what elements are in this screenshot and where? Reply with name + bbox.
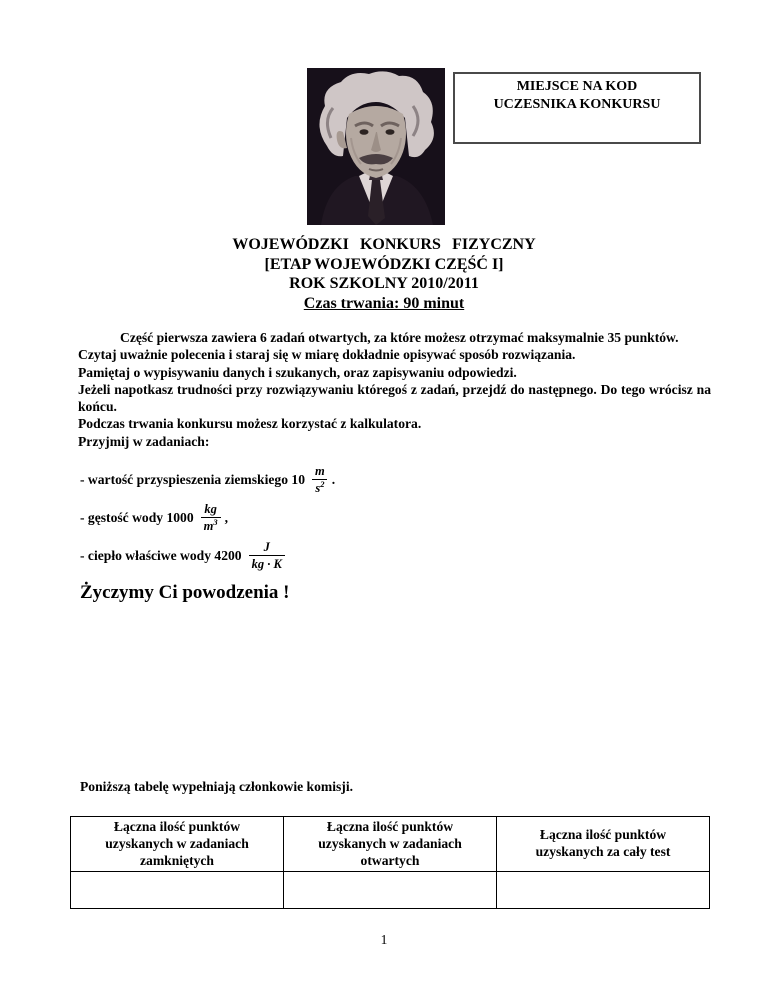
header-open-tasks-points: Łączna ilość punktów uzyskanych w zadaniach otwartych xyxy=(284,817,497,872)
title-line-stage: [ETAP WOJEWÓDZKI CZĘŚĆ I] xyxy=(264,255,504,273)
assumptions-list xyxy=(80,461,335,575)
einstein-portrait-photo xyxy=(307,68,445,225)
instruction-paragraph: Czytaj uważnie polecenia i staraj się w miarę dokładnie opisywać sposób rozwiązania. xyxy=(78,347,576,363)
instruction-paragraph: Część pierwsza zawiera 6 zadań otwartych, za które możesz otrzymać maksymalnie 35 punktów. xyxy=(120,330,679,345)
document-title xyxy=(0,235,768,313)
header-total-test-points: Łączna ilość punktów uzyskanych za cały test xyxy=(497,817,710,872)
commission-table-note: Poniższą tabelę wypełniają członkowie komisji. xyxy=(80,779,353,794)
instructions-block xyxy=(78,329,711,450)
commission-score-table xyxy=(70,816,710,909)
unit-fraction-kg-per-m3: $\frac{kg}{m^3}$ xyxy=(201,503,221,533)
table-header-row xyxy=(71,817,710,872)
instruction-paragraph: Jeżeli napotkasz trudności przy rozwiązywaniu któregoś z zadań, przejdź do następnego. Do tego wrócisz na końcu. xyxy=(78,381,711,415)
title-line-duration: Czas trwania: 90 minut xyxy=(303,294,465,312)
contestant-code-box xyxy=(453,72,701,144)
assumption-water-specific-heat xyxy=(80,537,335,575)
assumption-water-density xyxy=(80,499,335,537)
assumption-punctuation: , xyxy=(224,510,229,525)
cell-total-test-points xyxy=(497,872,710,909)
good-luck-message: Życzymy Ci powodzenia ! xyxy=(80,582,290,603)
code-box-line1: MIEJSCE NA KOD xyxy=(516,79,638,94)
header-closed-tasks-points: Łączna ilość punktów uzyskanych w zadaniach zamkniętych xyxy=(71,817,284,872)
assumption-gravity xyxy=(80,461,335,499)
unit-fraction-j-per-kgk: $\frac{J}{kg \cdot K}$ xyxy=(249,541,285,571)
instruction-paragraph: Podczas trwania konkursu możesz korzystać z kalkulatora. xyxy=(78,416,422,432)
title-line-competition: WOJEWÓDZKI KONKURS FIZYCZNY xyxy=(232,236,536,253)
table-row xyxy=(71,872,710,909)
cell-closed-tasks-points xyxy=(71,872,284,909)
code-box-line2: UCZESNIKA KONKURSU xyxy=(493,97,661,112)
page-number: 1 xyxy=(380,932,388,947)
assumption-text: - wartość przyspieszenia ziemskiego 10 xyxy=(80,472,306,487)
assumption-text: - gęstość wody 1000 xyxy=(80,510,194,525)
unit-fraction-m-per-s2: $\frac{m}{s^2}$ xyxy=(312,465,328,495)
title-line-school-year: ROK SZKOLNY 2010/2011 xyxy=(289,275,479,292)
assumption-text: - ciepło właściwe wody 4200 xyxy=(80,548,242,563)
assumption-punctuation: . xyxy=(331,472,336,487)
cell-open-tasks-points xyxy=(284,872,497,909)
instruction-paragraph: Przyjmij w zadaniach: xyxy=(78,433,210,449)
instruction-paragraph: Pamiętaj o wypisywaniu danych i szukanych, oraz zapisywaniu odpowiedzi. xyxy=(78,364,517,380)
